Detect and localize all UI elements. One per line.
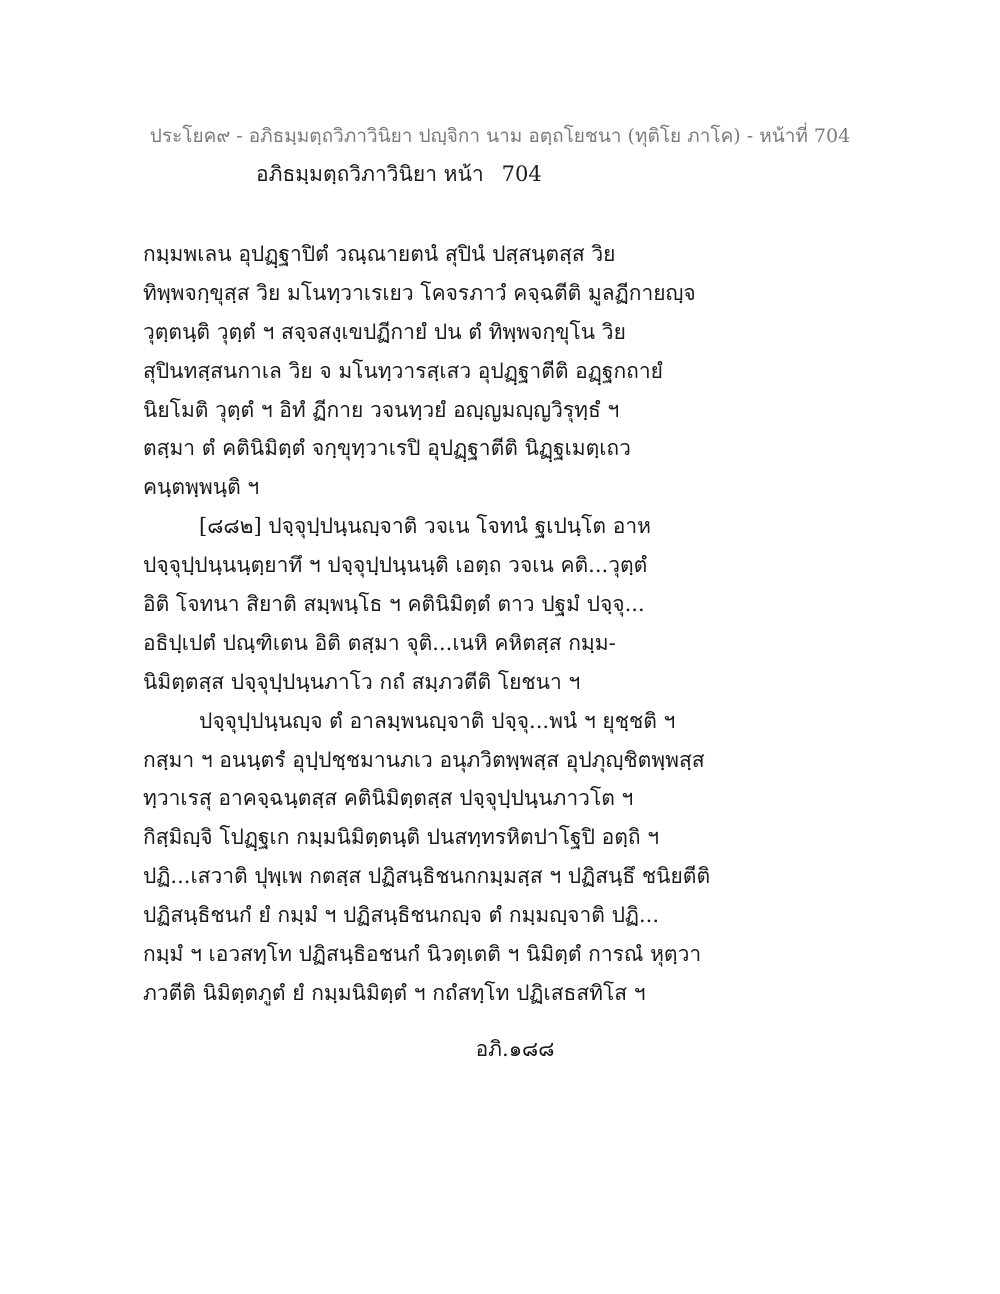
text-line: ภวตีติ นิมิตฺตภูตํ ยํ กมฺมนิมิตฺตํ ฯ กถํสทฺโท ปฏิเสธสทิโส ฯ [143,980,646,1005]
text-line: ปฏิ...เสวาติ ปุพฺเพ กตสฺส ปฏิสนฺธิชนกกมฺมสฺส ฯ ปฏิสนฺธึ ชนิยตีติ [143,864,711,889]
text-line: กสฺมา ฯ อนนฺตรํ อุปฺปชฺชมานภเว อนุภวิตพฺพสฺส อุปภุญฺชิตพฺพสฺส [143,747,705,772]
text-line: ปจฺจุปฺปนฺนญฺจ ตํ อาลมฺพนญฺจาติ ปจฺจุ...พนํ ฯ ยุชฺชติ ฯ [199,708,676,733]
text-line: สุปินทสฺสนกาเล วิย จ มโนทฺวารสฺเสว อุปฏฺฐาตีติ อฏฺฐกถายํ [143,358,663,383]
text-line: ทิพฺพจกฺขุสฺส วิย มโนทฺวาเรเยว โคจรภาวํ คจฺฉตีติ มูลฏีกายญฺจ [143,280,696,305]
text-line: วุตฺตนฺติ วุตฺตํ ฯ สจฺจสงฺเขปฏีกายํ ปน ตํ ทิพฺพจกฺขุโน วิย [143,319,626,344]
text-line: ตสฺมา ตํ คตินิมิตฺตํ จกฺขุทฺวาเรปิ อุปฏฺฐาตีติ นิฏฺฐเมตฺเถว [143,436,631,461]
text-line: นิยโมติ วุตฺตํ ฯ อิทํ ฏีกาย วจนทฺวยํ อญฺญมญฺญวิรุทฺธํ ฯ [143,397,620,422]
text-line: กิสฺมิญฺจิ โปฏฺฐเก กมฺมนิมิตฺตนฺติ ปนสทฺทรหิตปาโฐปิ อตฺถิ ฯ [143,825,660,850]
body-text [143,235,883,1013]
page-heading [256,157,542,191]
footer-page-mark: อภิ.๑๘๘ [475,1037,555,1061]
running-header: ประโยค๙ - อภิธมฺมตฺถวิภาวินิยา ปญฺจิกา นาม อตฺถโยชนา (ทุติโย ภาโค) - หน้าที่ 704 [149,125,851,147]
text-line: อิติ โจทนา สิยาติ สมฺพนฺโธ ฯ คตินิมิตฺตํ ตาว ปฐมํ ปจฺจุ... [143,592,645,617]
text-line: ปฏิสนฺธิชนกํ ยํ กมฺมํ ฯ ปฏิสนฺธิชนกญฺจ ตํ กมฺมญฺจาติ ปฏิ... [143,903,660,928]
text-line: อธิปฺเปตํ ปณฺฑิเตน อิติ ตสฺมา จุติ...เนหิ คหิตสฺส กมฺม- [143,630,616,655]
text-line: ทฺวาเรสุ อาคจฺฉนฺตสฺส คตินิมิตฺตสฺส ปจฺจุปฺปนฺนภาวโต ฯ [143,786,634,811]
text-line: กมฺมํ ฯ เอวสทฺโท ปฏิสนฺธิอชนกํ นิวตฺเตติ ฯ นิมิตฺตํ การณํ หุตฺวา [143,942,702,967]
page-title: อภิธมฺมตฺถวิภาวินิยา หน้า [256,162,484,186]
text-line: [๘๘๒] ปจฺจุปฺปนฺนญฺจาติ วจเน โจทนํ ฐเปนฺโต อาห [199,514,651,539]
text-line: นิมิตฺตสฺส ปจฺจุปฺปนฺนภาโว กถํ สมฺภวตีติ โยชนา ฯ [143,669,581,694]
page-number: 704 [501,162,542,186]
text-line: กมฺมพเลน อุปฏฺฐาปิตํ วณฺณายตนํ สุปินํ ปสฺสนฺตสฺส วิย [143,242,616,266]
text-line: คนฺตพฺพนฺติ ฯ [143,475,260,500]
text-line: ปจฺจุปฺปนฺนนฺตฺยาทึ ฯ ปจฺจุปฺปนฺนนฺติ เอตฺถ วจเน คติ...วุตฺตํ [143,553,648,578]
